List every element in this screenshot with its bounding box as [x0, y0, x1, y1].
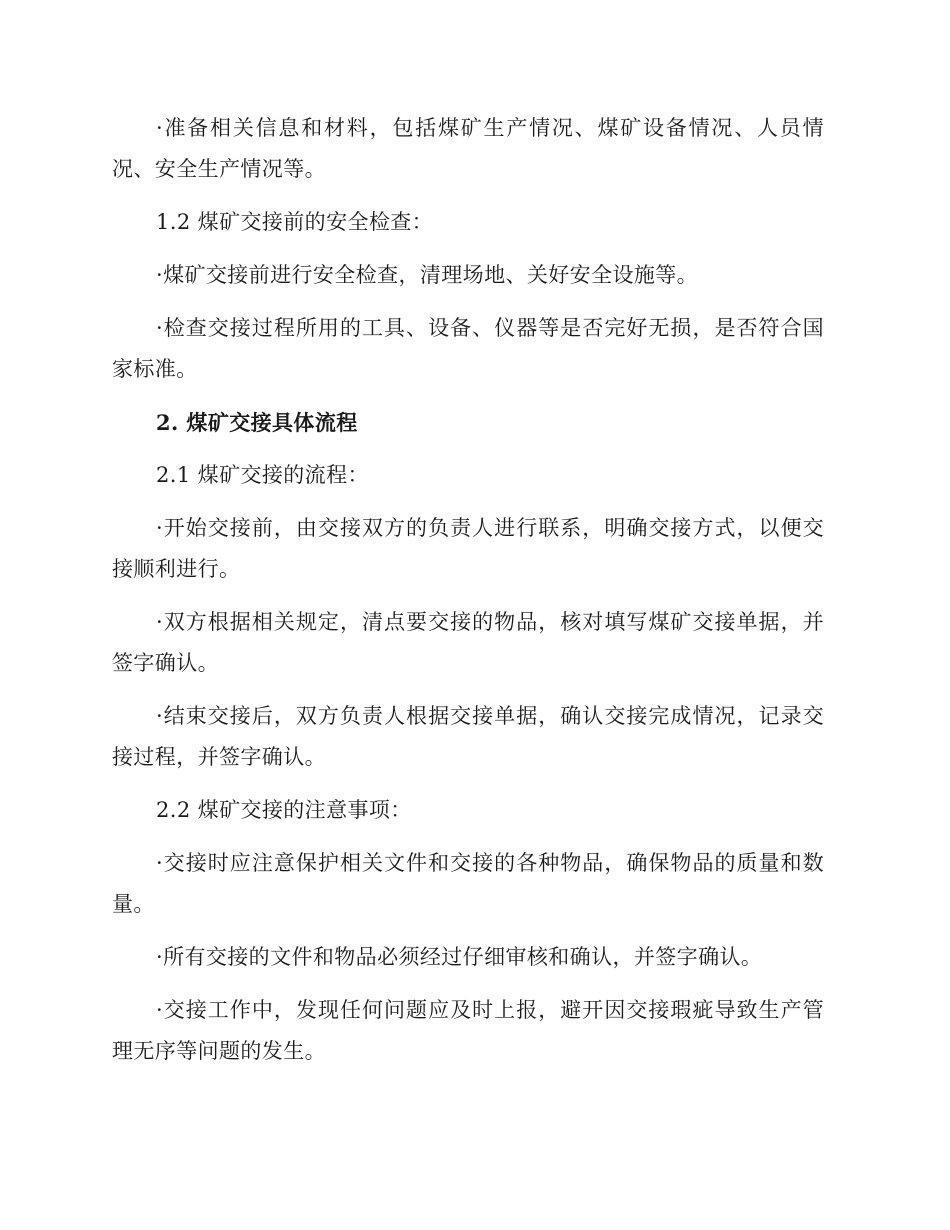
bullet-end-handover: ·结束交接后，双方负责人根据交接单据，确认交接完成情况，记录交接过程，并签字确认。: [112, 704, 824, 769]
bullet-protect-items: ·交接时应注意保护相关文件和交接的各种物品，确保物品的质量和数量。: [112, 851, 824, 916]
bullet-start-handover: ·开始交接前，由交接双方的负责人进行联系，明确交接方式，以便交接顺利进行。: [112, 516, 824, 581]
bullet-prepare-materials: ·准备相关信息和材料，包括煤矿生产情况、煤矿设备情况、人员情况、安全生产情况等。: [112, 116, 824, 181]
section-heading-2: 2. 煤矿交接具体流程: [156, 410, 358, 435]
subheading-2-2: 2.2 煤矿交接的注意事项：: [156, 798, 412, 822]
subheading-1-2: 1.2 煤矿交接前的安全检查：: [156, 210, 434, 234]
bullet-safety-check: ·煤矿交接前进行安全检查，清理场地、关好安全设施等。: [156, 263, 699, 287]
bullet-check-tools: ·检查交接过程所用的工具、设备、仪器等是否完好无损，是否符合国家标准。: [112, 316, 824, 381]
bullet-count-items: ·双方根据相关规定，清点要交接的物品，核对填写煤矿交接单据，并签字确认。: [112, 610, 824, 675]
document-body: [112, 108, 824, 1072]
bullet-review-confirm: ·所有交接的文件和物品必须经过仔细审核和确认，并签字确认。: [156, 945, 763, 969]
subheading-2-1: 2.1 煤矿交接的流程：: [156, 463, 369, 487]
bullet-report-issues: ·交接工作中，发现任何问题应及时上报，避开因交接瑕疵导致生产管理无序等问题的发生。: [112, 998, 824, 1063]
